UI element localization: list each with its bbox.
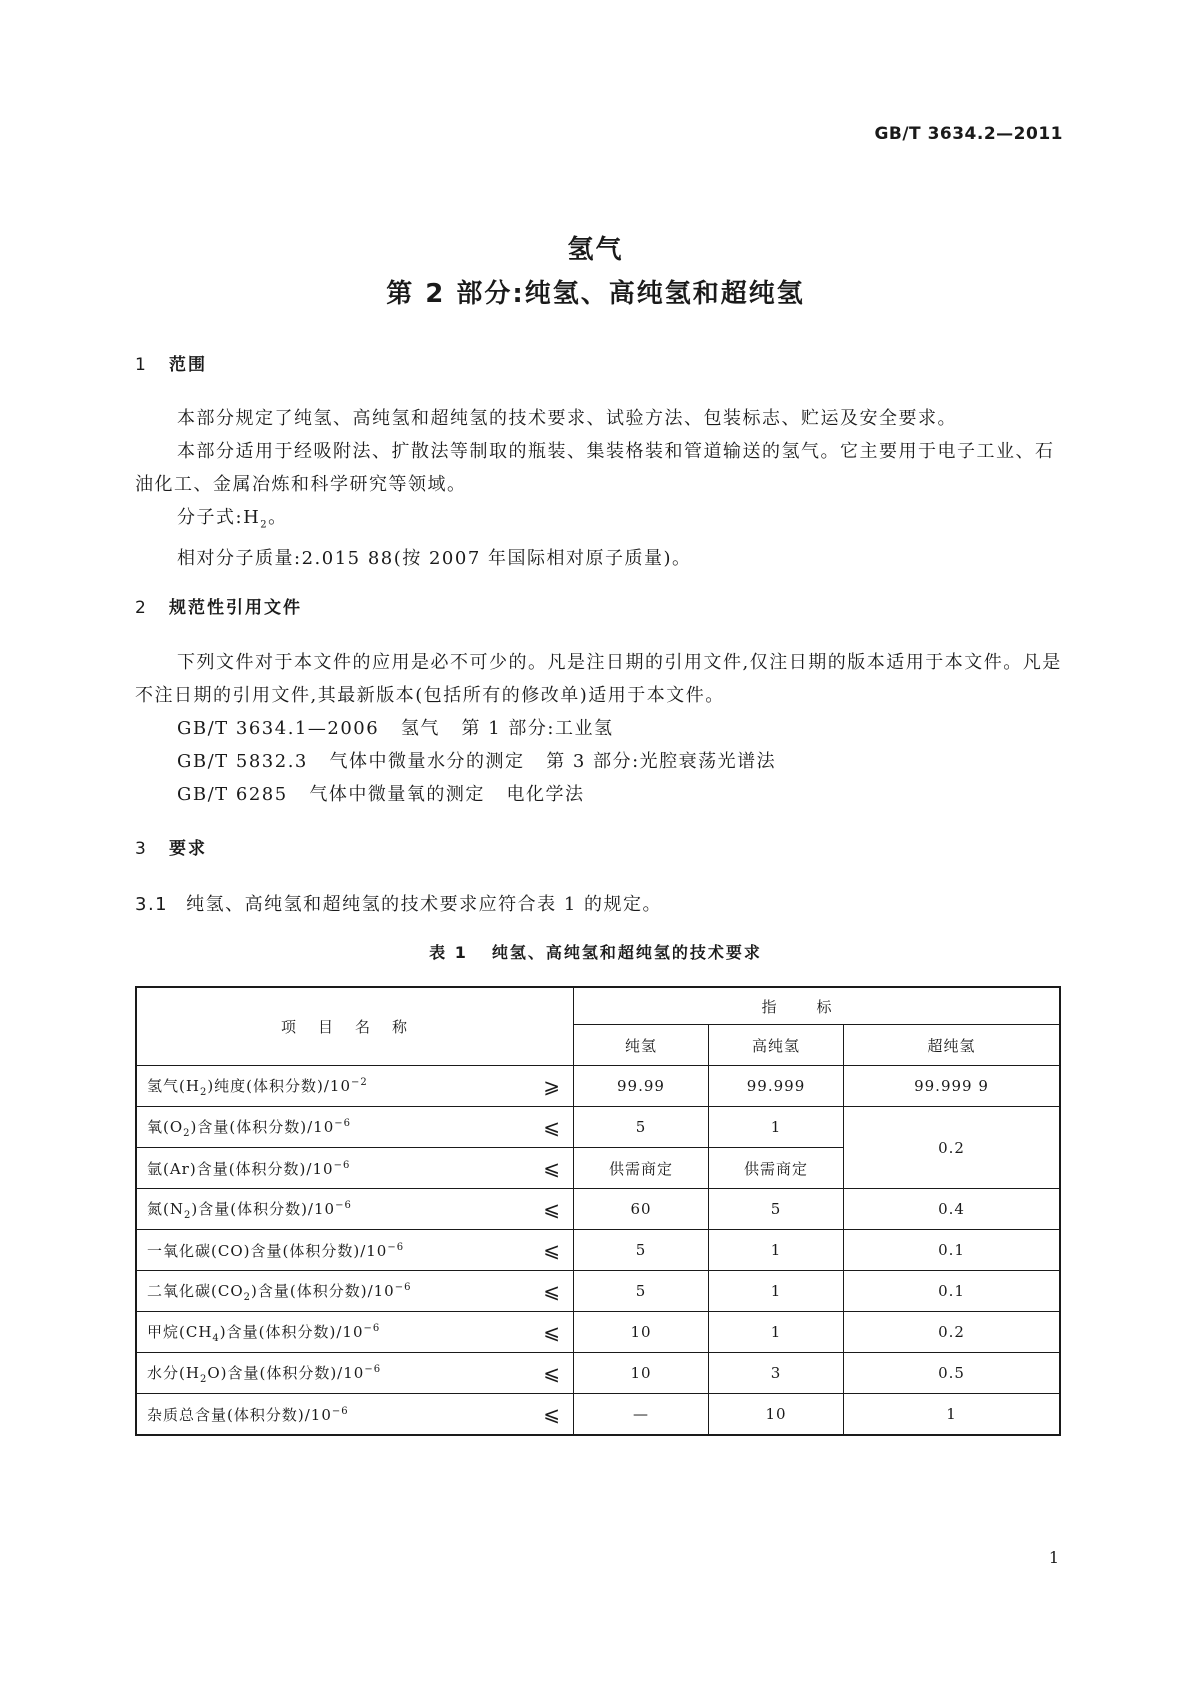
table-cell: 0.4 <box>844 1189 1061 1230</box>
paragraph: 本部分适用于经吸附法、扩散法等制取的瓶装、集装格装和管道输送的氢气。它主要用于电子工业、石油化工、金属冶炼和科学研究等领域。 <box>135 441 1055 495</box>
table-cell: 10 <box>574 1353 709 1394</box>
header-pure-hydrogen: 纯氢 <box>574 1025 709 1066</box>
section-2-heading <box>135 593 302 618</box>
clause-3-1 <box>135 890 662 916</box>
table-cell: 供需商定 <box>574 1148 709 1189</box>
less-equal-symbol: ⩽ <box>543 1320 561 1344</box>
standard-number: GB/T 3634.2—2011 <box>874 124 1063 144</box>
table-cell: 1 <box>709 1107 844 1148</box>
header-item-name: 项目名称 <box>136 987 574 1066</box>
paragraph: 本部分规定了纯氢、高纯氢和超纯氢的技术要求、试验方法、包装标志、贮运及安全要求。 <box>177 408 957 429</box>
table-caption <box>0 940 1191 963</box>
clause-text: 纯氢、高纯氢和超纯氢的技术要求应符合表 1 的规定。 <box>186 894 663 915</box>
row-label: 一氧化碳(CO)含量(体积分数)$/10^{-6}$ ⩽ <box>136 1230 574 1271</box>
table-cell: 99.999 9 <box>844 1066 1061 1107</box>
document-title <box>0 228 1191 316</box>
normative-reference: GB/T 3634.1—2006 氢气 第 1 部分:工业氢 <box>177 718 614 739</box>
header-index: 指标 <box>574 987 1061 1025</box>
table-cell: 5 <box>574 1230 709 1271</box>
row-label: 水分$(H_2O)$含量(体积分数)$/10^{-6}$ ⩽ <box>136 1353 574 1394</box>
table-cell: 60 <box>574 1189 709 1230</box>
table-cell: 0.2 <box>844 1312 1061 1353</box>
section-title: 要求 <box>169 839 207 859</box>
table-row <box>136 1394 1060 1436</box>
table-cell: 1 <box>709 1312 844 1353</box>
table-row <box>136 1271 1060 1312</box>
table-row <box>136 1312 1060 1353</box>
table-row <box>136 1230 1060 1271</box>
table-cell: 1 <box>844 1394 1061 1436</box>
row-label: 二氧化碳$(CO_2)$含量(体积分数)$/10^{-6}$ ⩽ <box>136 1271 574 1312</box>
less-equal-symbol: ⩽ <box>543 1197 561 1221</box>
row-label: 氮$(N_2)$含量(体积分数)$/10^{-6}$ ⩽ <box>136 1189 574 1230</box>
section-number: 3 <box>135 839 148 859</box>
table-row <box>136 1189 1060 1230</box>
row-label: 氩(Ar)含量(体积分数)$/10^{-6}$ ⩽ <box>136 1148 574 1189</box>
header-high-purity-hydrogen: 高纯氢 <box>709 1025 844 1066</box>
section-number: 2 <box>135 598 148 618</box>
section-1-body <box>135 402 1063 575</box>
table-cell: 0.5 <box>844 1353 1061 1394</box>
section-2-body <box>135 646 1063 811</box>
section-title: 范围 <box>169 355 207 375</box>
section-1-heading <box>135 350 207 375</box>
table-cell: — <box>574 1394 709 1436</box>
section-title: 规范性引用文件 <box>169 598 302 618</box>
table-cell: 99.99 <box>574 1066 709 1107</box>
section-3-heading <box>135 834 207 859</box>
paragraph: 下列文件对于本文件的应用是必不可少的。凡是注日期的引用文件,仅注日期的版本适用于本文件。凡是不注日期的引用文件,其最新版本(包括所有的修改单)适用于本文件。 <box>135 652 1062 706</box>
section-number: 1 <box>135 355 148 375</box>
less-equal-symbol: ⩽ <box>543 1156 561 1180</box>
technical-requirements-table <box>135 986 1061 1436</box>
molecular-mass: 相对分子质量:2.015 88(按 2007 年国际相对原子质量)。 <box>177 547 692 569</box>
table-row <box>136 1353 1060 1394</box>
row-label: 甲烷$(CH_4)$含量(体积分数)$/10^{-6}$ ⩽ <box>136 1312 574 1353</box>
table-row <box>136 1066 1060 1107</box>
table-cell: 0.1 <box>844 1230 1061 1271</box>
table-cell: 10 <box>574 1312 709 1353</box>
less-equal-symbol: ⩽ <box>543 1361 561 1385</box>
table-cell: 1 <box>709 1230 844 1271</box>
table-cell: 5 <box>574 1271 709 1312</box>
table-cell: 5 <box>574 1107 709 1148</box>
table-cell: 5 <box>709 1189 844 1230</box>
table-header-row <box>136 987 1060 1025</box>
clause-number: 3.1 <box>135 894 169 915</box>
molecular-formula: 分子式$:H_2$。 <box>177 507 288 531</box>
table-row <box>136 1107 1060 1148</box>
table-title: 纯氢、高纯氢和超纯氢的技术要求 <box>491 943 762 962</box>
table-cell: 供需商定 <box>709 1148 844 1189</box>
less-equal-symbol: ⩽ <box>543 1279 561 1303</box>
less-equal-symbol: ⩽ <box>543 1238 561 1262</box>
table-cell-merged: 0.2 <box>844 1107 1061 1189</box>
header-ultra-pure-hydrogen: 超纯氢 <box>844 1025 1061 1066</box>
row-label: 氢气$(H_2)$纯度(体积分数)$/10^{-2}$ ⩾ <box>136 1066 574 1107</box>
title-subtitle: 第 2 部分:纯氢、高纯氢和超纯氢 <box>386 279 805 309</box>
less-equal-symbol: ⩽ <box>543 1402 561 1426</box>
table-number: 表 1 <box>429 943 468 962</box>
row-label: 氧$(O_2)$含量(体积分数)$/10^{-6}$ ⩽ <box>136 1107 574 1148</box>
table-cell: 1 <box>709 1271 844 1312</box>
normative-reference: GB/T 5832.3 气体中微量水分的测定 第 3 部分:光腔衰荡光谱法 <box>177 751 777 772</box>
table-cell: 99.999 <box>709 1066 844 1107</box>
table-cell: 3 <box>709 1353 844 1394</box>
row-label: 杂质总含量(体积分数)$/10^{-6}$ ⩽ <box>136 1394 574 1436</box>
title-main: 氢气 <box>567 235 624 265</box>
normative-reference: GB/T 6285 气体中微量氧的测定 电化学法 <box>177 784 585 805</box>
page-number: 1 <box>1048 1548 1059 1567</box>
less-equal-symbol: ⩽ <box>543 1115 561 1139</box>
table-cell: 10 <box>709 1394 844 1436</box>
greater-equal-symbol: ⩾ <box>543 1074 561 1098</box>
table-cell: 0.1 <box>844 1271 1061 1312</box>
